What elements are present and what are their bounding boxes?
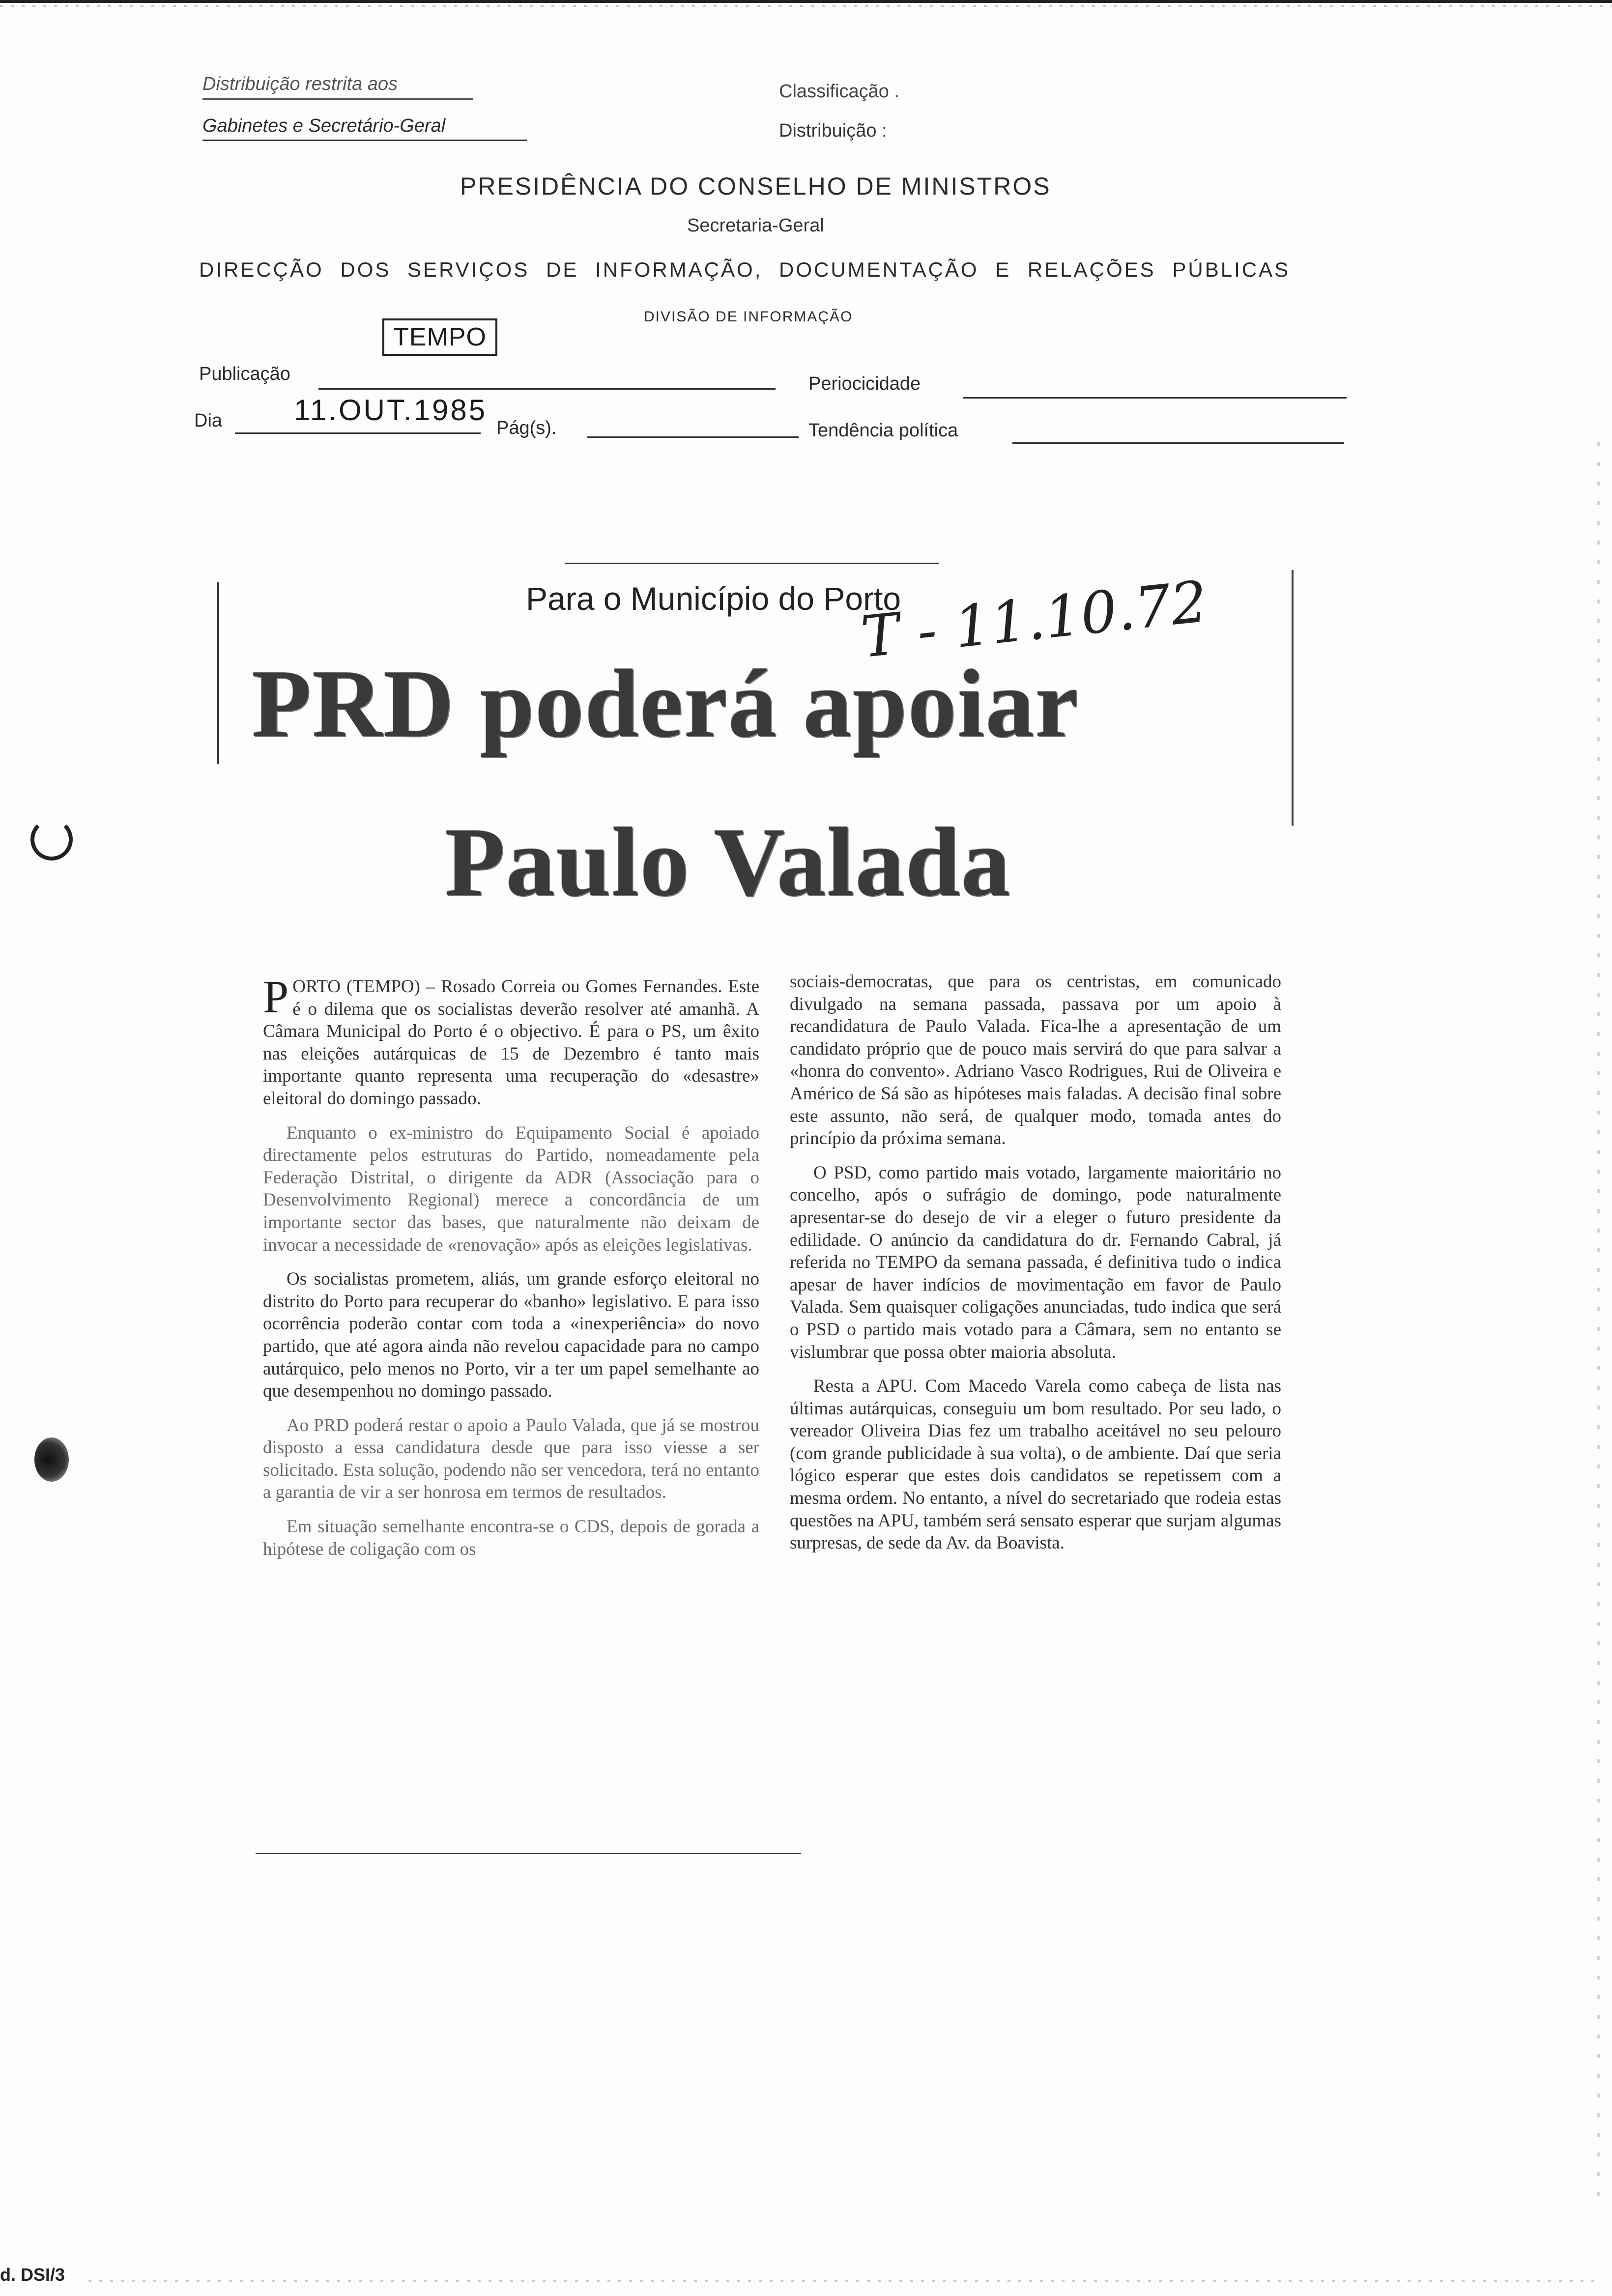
punch-hole-mark	[34, 1437, 69, 1482]
publication-stamp	[382, 318, 497, 356]
distribution-underline-1	[202, 98, 473, 100]
clipping-right-edge	[1292, 570, 1294, 826]
distribution-label: Distribuição :	[779, 120, 887, 141]
clipping-top-rule	[565, 563, 939, 564]
scan-noise-right	[1597, 442, 1600, 2211]
directorate-title: DIRECÇÃO DOS SERVIÇOS DE INFORMAÇÃO, DOCUMENTAÇÃO E RELAÇÕES PÚBLICAS	[199, 258, 1291, 281]
clipping-left-edge	[217, 582, 219, 764]
column1-paragraph-1: ORTO (TEMPO) – Rosado Correia ou Gomes Fernandes. Este é o dilema que os socialistas deverão resolver até amanhã. A Câmara Municipal do Porto é o objectivo. É para o PS, um êxito nas eleições autárquicas de 15 de Dezembro é tanto mais importante quanto representa uma recuperação do «desastre» eleitoral do domingo passado.	[263, 976, 759, 1109]
publication-value: TEMPO	[393, 323, 487, 351]
pages-label: Pág(s).	[496, 418, 557, 438]
political-trend-line	[1012, 442, 1344, 444]
article-headline-line1: PRD poderá apoiar	[252, 650, 1079, 757]
column2-paragraph-1: sociais-democratas, que para os centristas, em comunicado divulgado na semana passada, passava por um apoio à recandidatura de Paulo Valada. Fica-lhe a apresentação de um candidato próprio que de pouco mais servirá do que para salvar a «honra do convento». Adriano Vasco Rodrigues, Rui de Oliveira e Américo de Sá são as hipóteses mais faladas. A decisão final sobre este assunto, não será, de qualquer modo, tomada antes do princípio da próxima semana.	[790, 972, 1281, 1149]
day-label: Dia	[194, 410, 223, 431]
clipping-bottom-rule	[256, 1853, 801, 1854]
article-dropcap: P	[263, 972, 289, 1023]
scan-noise-bottom	[88, 2280, 1602, 2282]
binder-hole-mark	[30, 818, 73, 861]
handwritten-note: T - 11.10.72	[858, 568, 1211, 671]
distribution-underline-2	[202, 140, 527, 141]
scan-top-border	[0, 0, 1612, 3]
periodicity-label: Periocicidade	[808, 373, 921, 394]
organization-title: PRESIDÊNCIA DO CONSELHO DE MINISTROS	[460, 172, 1051, 200]
political-trend-label: Tendência política	[808, 420, 958, 441]
distribution-restricted-line1: Distribuição restrita aos	[202, 74, 398, 94]
article-kicker: Para o Município do Porto	[526, 580, 901, 617]
day-line	[235, 432, 481, 434]
article-column-2	[790, 971, 1281, 1566]
publication-label: Publicação	[199, 364, 290, 384]
article-column-1	[263, 972, 759, 1572]
column1-paragraph-2: Enquanto o ex-ministro do Equipamento Social é apoiado directamente pelos estruturas do Partido, nomeadamente pela Federação Distrital, o dirigente da ADR (Associação para o Desenvolvimento Regional) merece a concordância de um importante sector das bases, que naturalmente não deixam de invocar a necessidade de «renovação» após as eleições legislativas.	[263, 1122, 759, 1255]
distribution-restricted-line2: Gabinetes e Secretário-Geral	[202, 115, 446, 136]
periodicity-line	[963, 397, 1347, 399]
secretariat-title: Secretaria-Geral	[687, 215, 824, 236]
column1-paragraph-3: Os socialistas prometem, aliás, um grande esforço eleitoral no distrito do Porto para recuperar do «banho» legislativo. E para isso ocorrência poderão contar com toda a «inexperiência» do novo partido, que até agora ainda não revelou capacidade para no campo autárquico, pelo menos no Porto, vir a ter um papel semelhante ao que desempenhou no domingo passado.	[263, 1269, 759, 1402]
form-code: d. DSI/3	[0, 2265, 65, 2285]
division-title: DIVISÃO DE INFORMAÇÃO	[644, 309, 853, 325]
pages-line	[587, 436, 799, 438]
column2-paragraph-3: Resta a APU. Com Macedo Varela como cabeça de lista nas últimas autárquicas, conseguiu um bom resultado. Por seu lado, o vereador Oliveira Dias fez um trabalho aceitável no seu pelouro (com grande publicidade à sua volta), o de ambiente. Daí que seria lógico esperar que estes dois candidatos se repetissem com a mesma ordem. No entanto, a nível do secretariado que rodeia estas questões na APU, também será sensato esperar que surjam algumas surpresas, de sede da Av. da Boavista.	[790, 1376, 1281, 1553]
classification-label: Classificação .	[779, 81, 899, 102]
day-value: 11.OUT.1985	[294, 394, 488, 427]
column1-paragraph-5: Em situação semelhante encontra-se o CDS, depois de gorada a hipótese de coligação com os	[263, 1517, 759, 1559]
column1-paragraph-4: Ao PRD poderá restar o apoio a Paulo Valada, que já se mostrou disposto a essa candidatura desde que para isso viesse a ser solicitado. Esta solução, podendo não ser vencedora, terá no entanto a garantia de vir a ser honrosa em termos de resultados.	[263, 1415, 759, 1503]
article-headline-line2: Paulo Valada	[445, 808, 1011, 917]
publication-line	[318, 388, 776, 390]
column2-paragraph-2: O PSD, como partido mais votado, largamente maioritário no concelho, após o sufrágio de domingo, pode naturalmente apresentar-se do desejo de vir a eleger o futuro presidente da edilidade. O anúncio da candidatura do dr. Fernando Cabral, já referida no TEMPO da semana passada, é definitiva tudo o indica apesar de haver indícios de movimentação em favor de Paulo Valada. Sem quaisquer coligações anunciadas, tudo indica que será o PSD o partido mais votado para a Câmara, sem no entanto se vislumbrar que possa obter maioria absoluta.	[790, 1162, 1281, 1362]
scan-noise-top	[0, 5, 1612, 7]
